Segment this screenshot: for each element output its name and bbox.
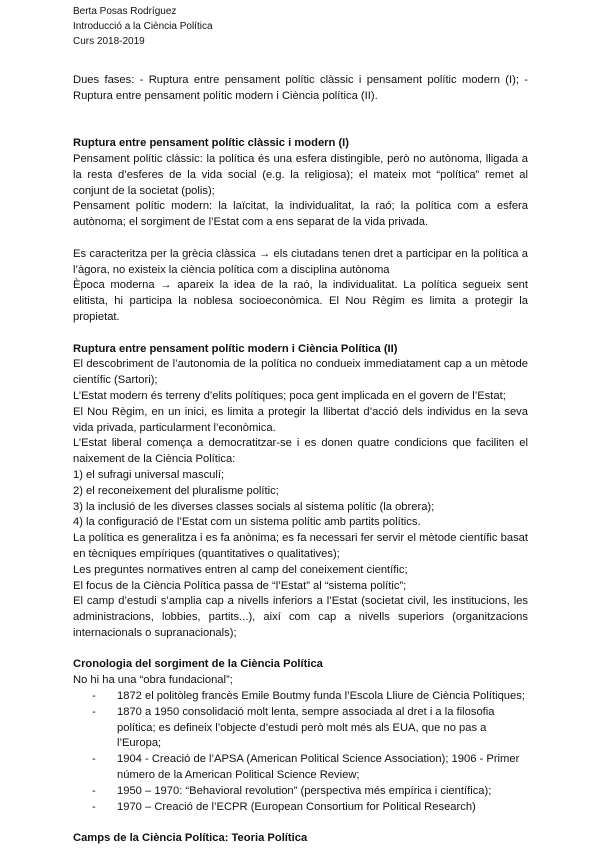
list-dash: - <box>92 800 96 813</box>
condition-item: 1) el sufragi universal masculí; <box>73 468 225 481</box>
paragraph: El camp d’estudi s’amplia cap a nivells inferiors a l’Estat (societat civil, les institucions, les administracions, lobbies, partits...), així com cap a nivells superiors (organitzacions internacionals o supranacionals); <box>73 595 528 639</box>
list-item <box>73 689 528 705</box>
list-item-text: 1872 el politòleg francès Emile Boutmy funda l’Escola Lliure de Ciència Polítiques; <box>117 690 525 703</box>
list-item-text: 1870 a 1950 consolidació molt lenta, sempre associada al dret i a la filosofia política; es defineix l’objecte d’estudi però molt més als EUA, que no pas a l’Europa; <box>117 705 495 750</box>
paragraph: Època moderna → apareix la idea de la raó, la individualitat. La política segueix sent elitista, hi participa la noblesa socioeconòmica. El Nou Règim es limita a protegir la propietat. <box>73 279 528 323</box>
paragraph: L’Estat modern és terreny d’elits polítiques; poca gent implicada en el govern de l’Estat; <box>73 389 506 402</box>
list-item-text: 1950 – 1970: “Behavioral revolution” (perspectiva més empírica i científica); <box>117 784 492 797</box>
list-dash: - <box>92 753 96 766</box>
paragraph: Es caracteritza per la grècia clàssica → els ciutadans tenen dret a participar en la política a l’àgora, no existeix la ciència política com a disciplina autònoma <box>73 247 528 276</box>
paragraph: El focus de la Ciència Política passa de “l’Estat” al “sistema polític”; <box>73 579 407 592</box>
list-item-text: 1904 - Creació de l’APSA (American Political Science Association); 1906 - Primer número de la American Political Science Review; <box>117 753 520 782</box>
timeline-list <box>73 689 528 815</box>
paragraph: El descobriment de l’autonomia de la política no condueix immediatament cap a un mètode científic (Sartori); <box>73 358 528 387</box>
list-item-text: 1970 – Creació de l’ECPR (European Consortium for Political Research) <box>117 800 476 813</box>
document-body <box>73 73 528 847</box>
paragraph: Les preguntes normatives entren al camp del coneixement científic; <box>73 563 408 576</box>
paragraph: Pensament polític clàssic: la política és una esfera distingible, però no autònoma, lligada a la resta d’esferes de la vida social (e.g. la religiosa); el mateix mot “política” remet al conjunt de la societat (polis); <box>73 152 528 197</box>
course-name: Introducció a la Ciència Política <box>73 21 213 32</box>
section-title-3: Cronologia del sorgiment de la Ciència Política <box>73 658 323 671</box>
section-title-2: Ruptura entre pensament polític modern i Ciència Política (II) <box>73 342 398 355</box>
paragraph: L’Estat liberal comença a democratitzar-se i es donen quatre condicions que faciliten el naixement de la Ciència Política: <box>73 437 528 466</box>
condition-item: 4) la configuració de l’Estat com un sistema polític amb partits polítics. <box>73 516 421 529</box>
list-dash: - <box>92 784 96 797</box>
list-item <box>73 705 528 752</box>
list-dash: - <box>92 705 96 718</box>
paragraph: No hi ha una “obra fundacional”; <box>73 674 233 687</box>
course-year: Curs 2018-2019 <box>73 36 145 47</box>
list-dash: - <box>92 690 96 703</box>
paragraph: La política es generalitza i es fa anònima; es fa necessari fer servir el mètode científic basat en tècniques empíriques (quantitatives o qualitatives); <box>73 532 528 560</box>
list-item <box>73 784 528 800</box>
condition-item: 2) el reconeixement del pluralisme polític; <box>73 484 279 497</box>
paragraph: Pensament polític modern: la laïcitat, la individualitat, la raó; la política com a esfera autònoma; el sorgiment de l’Estat com a ens separat de la vida privada. <box>73 200 528 229</box>
section-title-1: Ruptura entre pensament polític clàssic i modern (I) <box>73 137 350 150</box>
section-title-4: Camps de la Ciència Política: Teoria Política <box>73 832 308 845</box>
intro-paragraph: Dues fases: - Ruptura entre pensament polític clàssic i pensament polític modern (I); - Ruptura entre pensament polític modern i Ciència política (II). <box>73 74 528 102</box>
list-item <box>73 752 528 784</box>
condition-item: 3) la inclusió de les diverses classes socials al sistema polític (la obrera); <box>73 500 435 513</box>
list-item <box>73 800 528 816</box>
author-name: Berta Posas Rodríguez <box>73 6 177 17</box>
document-header <box>73 4 213 49</box>
paragraph: El Nou Règim, en un inici, es limita a protegir la llibertat d’acció dels individus en la seva vida privada, particularment l’econòmica. <box>73 405 528 434</box>
